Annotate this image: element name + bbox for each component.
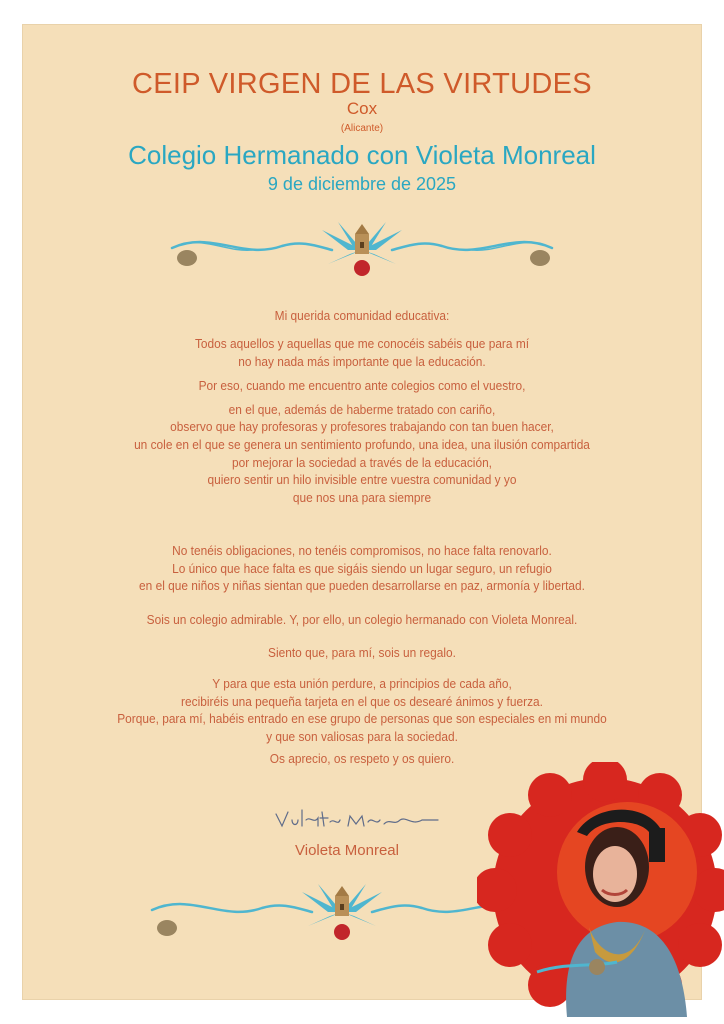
letter-paragraph-4: Sois un colegio admirable. Y, por ello, un colegio hermanado con Violeta Monreal. (146, 612, 578, 627)
province-name: (Alicante) (340, 123, 384, 134)
ornament-divider-top (152, 220, 572, 280)
stone-left-icon (177, 250, 197, 266)
church-icon (335, 886, 349, 916)
letter-paragraph-2: Por eso, cuando me encuentro ante colegios como el vuestro, en el que, además de haberme tratado con cariño, observo que hay profesoras y profesores trabajando con tan buen hacer, un cole en el que se genera un sentimiento profundo, una idea, una ilusión compartida por mejorar la sociedad a través de la educación, quiero sentir un hilo invisible entre vuestra comunidad y yo que nos una para siempre (134, 378, 590, 505)
twinned-title: Colegio Hermanado con Violeta Monreal (128, 140, 596, 170)
letter-paragraph-3: No tenéis obligaciones, no tenéis compromisos, no hace falta renovarlo. Lo único que hace falta es que sigáis siendo un lugar seguro, un refugio en el que niños y niñas sientan que pueden desarrollarse en paz, armonía y libertad. (139, 543, 585, 594)
school-name: CEIP VIRGEN DE LAS VIRTUDES (132, 68, 592, 100)
letter-paragraph-5: Siento que, para mí, sois un regalo. (268, 645, 456, 660)
signer-name: Violeta Monreal (295, 842, 399, 859)
certificate-date: 9 de diciembre de 2025 (267, 174, 457, 194)
letter-paragraph-6: Y para que esta unión perdure, a principios de cada año, recibiréis una pequeña tarjeta en el que os desearé ánimos y fuerza. Porque, para mí, habéis entrado en ese grupo de personas que son especiales en mi mundo y que son valiosas para la sociedad. Os aprecio, os respeto y os quiero. (117, 676, 607, 766)
church-icon (355, 224, 369, 254)
stone-left-icon (157, 920, 177, 936)
town-name: Cox (346, 99, 378, 118)
author-portrait (477, 762, 724, 1017)
stone-right-icon (530, 250, 550, 266)
letter-greeting: Mi querida comunidad educativa: (274, 308, 450, 323)
red-dot-icon (334, 924, 350, 940)
red-dot-icon (354, 260, 370, 276)
letter-paragraph-1: Todos aquellos y aquellas que me conocéis sabéis que para mí no hay nada más importante que la educación. (194, 336, 530, 369)
handwritten-signature (272, 804, 442, 834)
certificate-paper (22, 24, 702, 1000)
